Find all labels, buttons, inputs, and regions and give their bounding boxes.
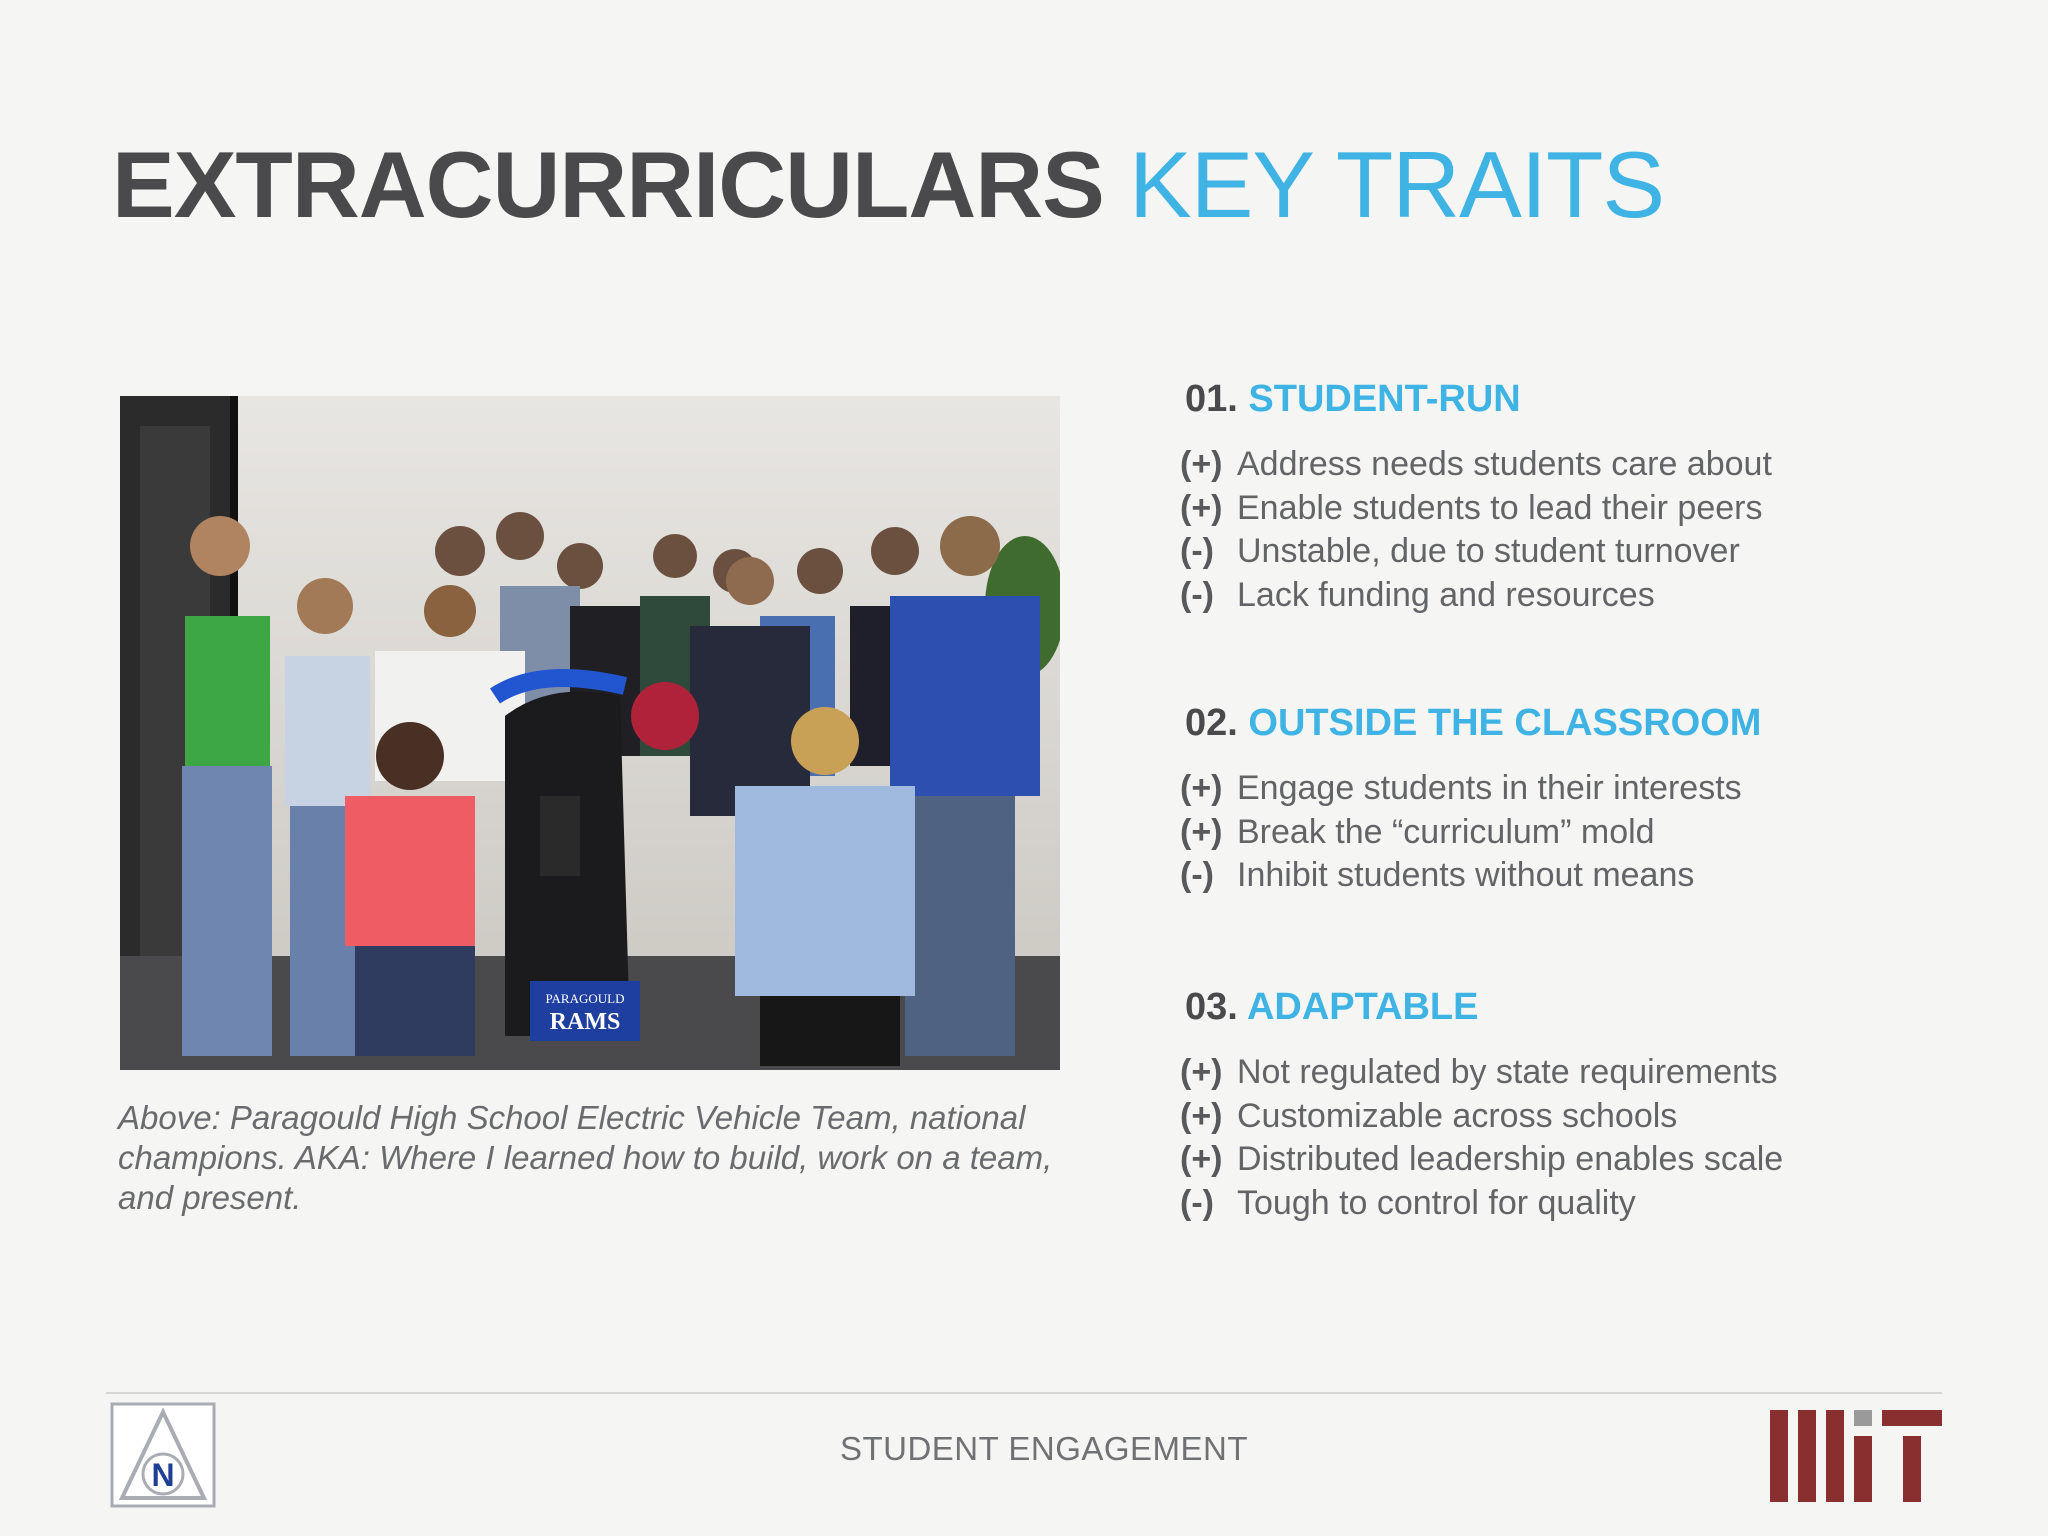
list-item [1180, 1051, 2000, 1095]
item-text: Enable students to lead their peers [1237, 488, 1763, 527]
list-item [1180, 574, 2000, 618]
item-text: Unstable, due to student turnover [1237, 532, 1740, 570]
section-heading [1185, 986, 2000, 1029]
list-item [1180, 487, 2000, 531]
section-name: ADAPTABLE [1246, 986, 1479, 1028]
banner-line1: PARAGOULD [545, 991, 625, 1006]
item-text: Engage students in their interests [1237, 769, 1742, 807]
sign: (+) [1180, 1053, 1223, 1091]
sign: (+) [1180, 769, 1223, 807]
footer-divider [106, 1392, 1942, 1394]
item-text: Inhibit students without means [1237, 856, 1695, 894]
section-number: 01. [1185, 378, 1238, 420]
section-student-run [1180, 378, 2000, 617]
item-text: Address needs students care about [1237, 445, 1772, 483]
sign: (-) [1180, 575, 1214, 614]
sign: (+) [1180, 488, 1223, 527]
trait-list [1180, 1051, 2000, 1225]
item-text: Lack funding and resources [1237, 575, 1655, 614]
section-name: OUTSIDE THE CLASSROOM [1248, 702, 1762, 744]
section-adaptable [1180, 986, 2000, 1225]
list-item [1180, 811, 2000, 855]
title-bold: EXTRACURRICULARS [112, 132, 1104, 237]
section-heading [1185, 702, 2000, 745]
sign: (+) [1180, 445, 1223, 483]
team-photo [120, 396, 1060, 1070]
trait-list [1180, 767, 2000, 898]
item-text: Not regulated by state requirements [1237, 1053, 1778, 1091]
list-item [1180, 530, 2000, 574]
sign: (+) [1180, 812, 1223, 851]
item-text: Distributed leadership enables scale [1237, 1140, 1784, 1178]
section-name: STUDENT-RUN [1248, 378, 1521, 420]
banner-line2: RAMS [549, 1009, 621, 1035]
title-light: KEY TRAITS [1129, 132, 1665, 237]
section-outside-classroom [1180, 702, 2000, 898]
item-text: Break the “curriculum” mold [1237, 812, 1655, 851]
list-item [1180, 1095, 2000, 1139]
footer-label: STUDENT ENGAGEMENT [839, 1430, 1249, 1467]
list-item [1180, 443, 2000, 487]
item-text: Customizable across schools [1237, 1096, 1678, 1135]
photo-caption: Above: Paragould High School Electric Vehicle Team, national champions. AKA: Where I learned how to build, work on a team, and present. [118, 1099, 1053, 1216]
logo-letter: N [151, 1457, 175, 1493]
section-number: 03. [1185, 986, 1238, 1028]
sign: (-) [1180, 532, 1214, 570]
section-heading [1185, 378, 2000, 421]
list-item [1180, 767, 2000, 811]
list-item [1180, 1138, 2000, 1182]
sign: (+) [1180, 1140, 1223, 1178]
sign: (+) [1180, 1096, 1223, 1135]
list-item [1180, 1182, 2000, 1226]
item-text: Tough to control for quality [1237, 1183, 1636, 1222]
sign: (-) [1180, 856, 1214, 894]
mit-logo-mark [1770, 1410, 1942, 1502]
slide-title [112, 132, 1665, 237]
section-number: 02. [1185, 702, 1238, 744]
mit-logo [1770, 1410, 1942, 1502]
trait-list [1180, 443, 2000, 617]
list-item [1180, 854, 2000, 898]
sign: (-) [1180, 1183, 1214, 1222]
team-photo-illustration [120, 396, 1060, 1070]
